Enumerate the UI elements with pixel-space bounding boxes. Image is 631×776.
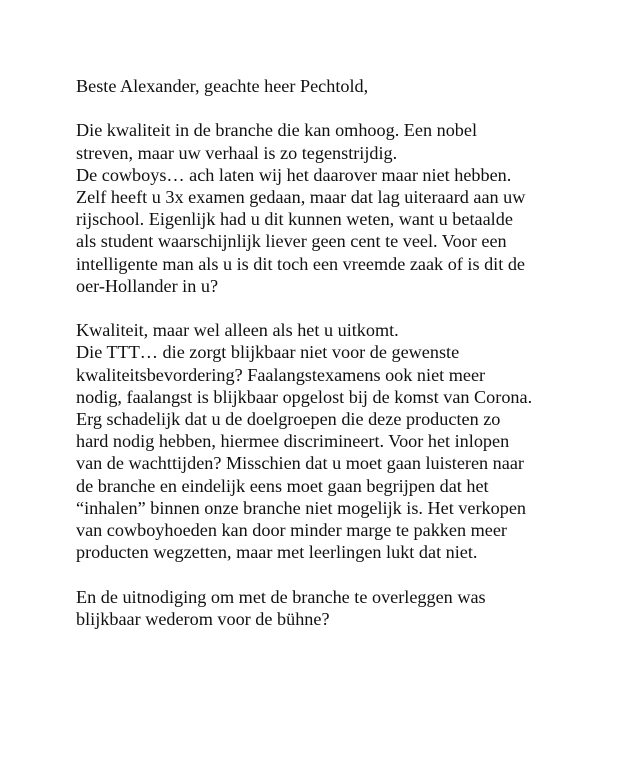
text-line: Die TTT… die zorgt blijkbaar niet voor de gewenste <box>76 342 460 363</box>
text-line: blijkbaar wederom voor de bühne? <box>76 608 330 629</box>
text-line: hard nodig hebben, hiermee discrimineert. Voor het inlopen <box>76 431 510 452</box>
salutation: Beste Alexander, geachte heer Pechtold, <box>76 76 369 96</box>
text-line: producten wegzetten, maar met leerlingen lukt dat niet. <box>76 542 478 563</box>
text-line: oer-Hollander in u? <box>76 275 219 296</box>
text-line: van de wachttijden? Misschien dat u moet gaan luisteren naar <box>76 453 524 474</box>
paragraph-3 <box>76 586 616 630</box>
text-line: als student waarschijnlijk liever geen cent te veel. Voor een <box>76 231 507 252</box>
text-line: rijschool. Eigenlijk had u dit kunnen weten, want u betaalde <box>76 209 513 230</box>
text-line: Die kwaliteit in de branche die kan omhoog. Een nobel <box>76 120 478 141</box>
paragraph-1 <box>76 119 616 297</box>
text-line: streven, maar uw verhaal is zo tegenstrijdig. <box>76 142 398 163</box>
text-line: intelligente man als u is dit toch een vreemde zaak of is dit de <box>76 253 525 274</box>
text-line: De cowboys… ach laten wij het daarover maar niet hebben. <box>76 164 512 185</box>
text-line: Kwaliteit, maar wel alleen als het u uitkomt. <box>76 320 399 341</box>
text-line: “inhalen” binnen onze branche niet mogelijk is. Het verkopen <box>76 497 526 518</box>
text-line: de branche en eindelijk eens moet gaan begrijpen dat het <box>76 475 489 496</box>
text-line: nodig, faalangst is blijkbaar opgelost bij de komst van Corona. <box>76 386 533 407</box>
text-line: Erg schadelijk dat u de doelgroepen die deze producten zo <box>76 409 501 430</box>
text-line: van cowboyhoeden kan door minder marge te pakken meer <box>76 520 507 541</box>
text-line: En de uitnodiging om met de branche te overleggen was <box>76 586 486 607</box>
paragraph-gap <box>76 97 616 119</box>
paragraph-2 <box>76 319 616 563</box>
paragraph-gap <box>76 297 616 319</box>
text-line: kwaliteitsbevordering? Faalangstexamens ook niet meer <box>76 364 486 385</box>
paragraph-gap <box>76 563 616 585</box>
text-line: Zelf heeft u 3x examen gedaan, maar dat lag uiteraard aan uw <box>76 187 526 207</box>
letter-body <box>76 75 616 630</box>
